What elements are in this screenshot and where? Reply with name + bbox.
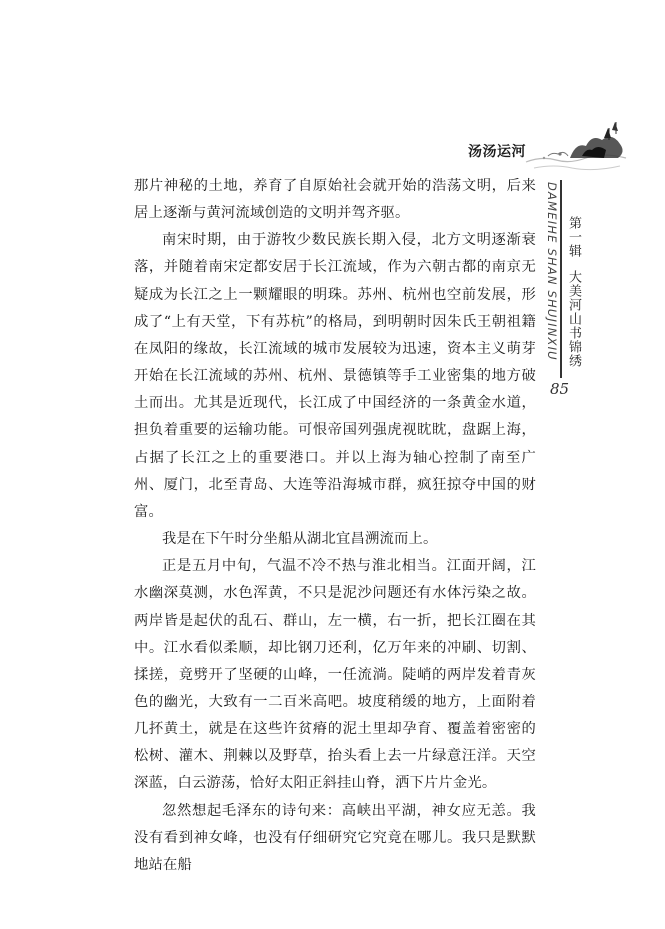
body-text [134, 173, 536, 879]
paragraph: 南宋时期，由于游牧少数民族长期入侵，北方文明逐渐衰落，并随着南宋定都安居于长江流域，作为六朝古都的南京无疑成为长江之上一颗耀眼的明珠。苏州、杭州也空前发展，形成了“上有天堂，下有苏杭”的格局，到明朝时因朱氏王朝祖籍在凤阳的缘故，长江流域的城市发展较为迅速，资本主义萌芽开始在长江流域的苏州、杭州、景德镇等手工业密集的地方破土而出。尤其是近现代，长江成了中国经济的一条黄金水道，担负着重要的运输功能。可恨帝国列强虎视眈眈，盘踞上海，占据了长江之上的重要港口。并以上海为轴心控制了南至广州、厦门，北至青岛、大连等沿海城市群，疯狂掠夺中国的财富。 [134, 232, 536, 520]
paragraph: 正是五月中旬，气温不冷不热与淮北相当。江面开阔，江水幽深莫测，水色浑黄，不只是泥沙问题还有水体污染之故。两岸皆是起伏的乱石、群山，左一横，右一折，把长江圈在其中。江水看似柔顺，却比钢刀还利，亿万年来的冲刷、切割、揉搓，竟劈开了坚硬的山峰，一任流淌。陡峭的两岸发着青灰色的幽光，大致有一二百米高吧。坡度稍缓的地方，上面附着几抔黄土，就是在这些许贫瘠的泥土里却孕育、覆盖着密密的松树、灌木、荆棘以及野草，抬头看上去一片绿意汪洋。天空深蓝，白云游荡，恰好太阳正斜挂山脊，洒下片片金光。 [134, 558, 536, 792]
chapter-title: 汤汤运河 [468, 144, 526, 160]
part-label: 第一辑 [566, 216, 581, 258]
paragraph: 忽然想起毛泽东的诗句来：高峡出平湖，神女应无恙。我没有看到神女峰，也没有仔细研究它究竟在哪儿。我只是默默地站在船 [134, 802, 536, 873]
side-latin-title: DAMEIHE SHAN SHUJINXIU [545, 182, 559, 361]
side-divider-line [560, 180, 562, 378]
ink-landscape-illustration [520, 118, 632, 178]
paragraph: 那片神秘的土地，养育了自原始社会就开始的浩荡文明，后来居上逐渐与黄河流域创造的文明并驾齐驱。 [134, 178, 536, 222]
page-number: 85 [550, 380, 570, 398]
paragraph: 我是在下午时分坐船从湖北宜昌溯流而上。 [162, 531, 438, 548]
part-name: 大美河山书锦绣 [566, 270, 581, 368]
side-part-heading [564, 216, 582, 368]
